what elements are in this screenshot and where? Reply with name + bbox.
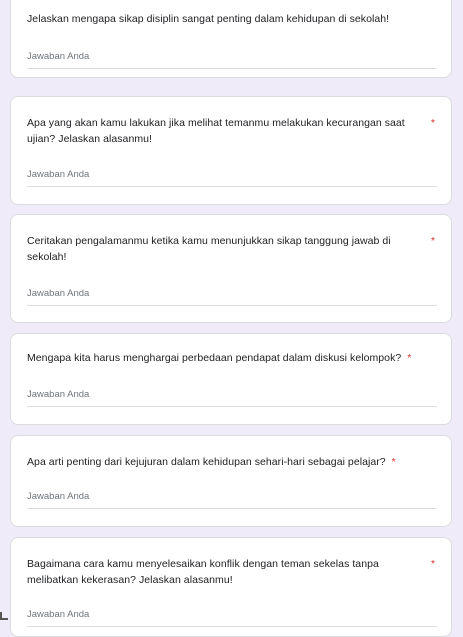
required-asterisk: * <box>407 352 412 364</box>
required-asterisk: * <box>430 117 435 129</box>
question-header <box>27 233 435 265</box>
question-header <box>27 11 435 27</box>
question-title <box>27 350 435 366</box>
answer-placeholder: Jawaban Anda <box>27 51 90 62</box>
question-card <box>10 96 452 205</box>
question-title: Jelaskan mengapa sikap disiplin sangat penting dalam kehidupan di sekolah! <box>27 13 390 25</box>
resize-corner-icon <box>0 612 8 620</box>
required-asterisk: * <box>391 456 396 468</box>
answer-input[interactable] <box>27 50 437 69</box>
answer-input[interactable] <box>27 388 437 407</box>
question-title-text: Mengapa kita harus menghargai perbedaan pendapat dalam diskusi kelompok? <box>27 352 402 364</box>
required-asterisk: * <box>430 235 435 247</box>
answer-input[interactable] <box>27 608 437 627</box>
question-card <box>10 333 452 425</box>
question-card <box>10 537 452 637</box>
question-card <box>10 0 452 78</box>
answer-placeholder: Jawaban Anda <box>27 609 90 620</box>
question-title: Apa yang akan kamu lakukan jika melihat temanmu melakukan kecurangan saat ujian? Jelaskan alasanmu! <box>27 117 405 145</box>
question-card <box>10 214 452 323</box>
answer-input[interactable] <box>27 287 437 306</box>
required-asterisk: * <box>430 558 435 570</box>
question-header <box>27 454 435 470</box>
answer-placeholder: Jawaban Anda <box>27 491 90 502</box>
question-header <box>27 556 435 588</box>
question-title: Bagaimana cara kamu menyelesaikan konflik dengan teman sekelas tanpa melibatkan kekerasan? Jelaskan alasanmu! <box>27 558 379 586</box>
answer-input[interactable] <box>27 168 437 187</box>
question-header <box>27 350 435 366</box>
answer-placeholder: Jawaban Anda <box>27 169 90 180</box>
question-title <box>27 454 435 470</box>
answer-input[interactable] <box>27 490 437 509</box>
question-header <box>27 115 435 147</box>
answer-placeholder: Jawaban Anda <box>27 288 90 299</box>
question-card <box>10 435 452 527</box>
answer-placeholder: Jawaban Anda <box>27 389 90 400</box>
question-title: Ceritakan pengalamanmu ketika kamu menunjukkan sikap tanggung jawab di sekolah! <box>27 235 391 263</box>
question-title-text: Apa arti penting dari kejujuran dalam kehidupan sehari-hari sebagai pelajar? <box>27 456 386 468</box>
